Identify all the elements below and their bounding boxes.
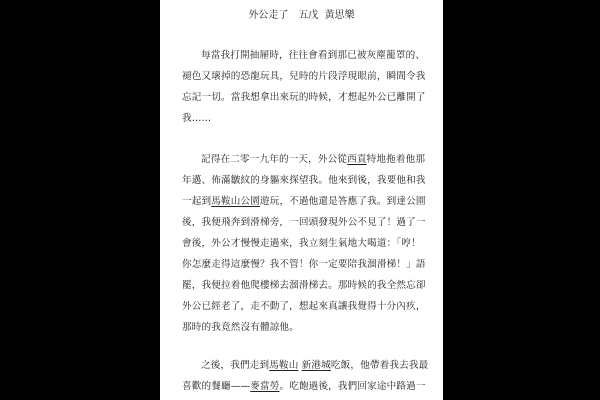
line-text: 之後，我們走到 <box>201 360 270 371</box>
place-name-sunshine-city: 新港城 <box>301 360 331 371</box>
paragraph-2-line <box>182 194 426 210</box>
paragraph-2-line: 年邁、佈滿皺紋的身軀來探望我。他來到後，我要他和我 <box>182 175 426 186</box>
restaurant-name: 麥當勞 <box>250 381 280 392</box>
place-name-ma-on-shan-park: 馬鞍山公園 <box>211 196 260 207</box>
paragraph-1-line: 我…… <box>182 113 212 124</box>
line-text: 喜歡的餐廳—— <box>182 381 251 392</box>
paragraph-2-line: 那時的我竟然沒有體諒他。 <box>182 322 299 333</box>
line-text: 記得在二零一九年的一天，外公從 <box>201 154 348 165</box>
paragraph-2-line: 會後，外公才慢慢走過來，我立刻生氣地大喝道：「哼！ <box>182 238 421 249</box>
paragraph-1-line: 忘記一切。當我想拿出來玩的時候，才想起外公已離開了 <box>182 92 426 103</box>
document-page <box>160 0 443 400</box>
line-text: 一起到 <box>182 196 212 207</box>
paragraph-3-line <box>201 358 429 374</box>
paragraph-1-line: 褪色又壞掉的恐龍玩具，兒時的片段浮現眼前，瞬間令我 <box>182 71 426 82</box>
document-title: 外公走了 五戊 黃思樂 <box>248 10 355 21</box>
line-text: 特地拖着他那 <box>366 154 426 165</box>
line-text: 吃飯，他帶着我去我最 <box>330 360 429 371</box>
line-text: 遊玩，不過他還是答應了我。到達公園 <box>259 196 426 207</box>
paragraph-1-line: 每當我打開抽屜時，往往會看到那已被灰塵籠罩的、 <box>201 50 426 61</box>
line-text: 。吃飽過後，我們回家途中路過一 <box>279 381 426 392</box>
place-name-xigong: 西貢 <box>347 154 367 165</box>
paragraph-2-line: 你怎麼走得這麼慢？我不管！你一定要陪我溜滑梯！」語 <box>182 259 426 270</box>
place-name-ma-on-shan: 馬鞍山 <box>269 360 299 371</box>
paragraph-2-line: 外公已經老了，走不動了，想起來真讓我覺得十分內疚， <box>182 301 426 312</box>
paragraph-2-line <box>201 152 426 168</box>
paragraph-2-line: 後，我便飛奔到滑梯旁，一回頭發現外公不見了！過了一 <box>182 217 426 228</box>
paragraph-2-line: 罷，我便拉着他爬樓梯去溜滑梯去。那時候的我全然忘卻 <box>182 280 426 291</box>
paragraph-3-line <box>182 379 426 395</box>
